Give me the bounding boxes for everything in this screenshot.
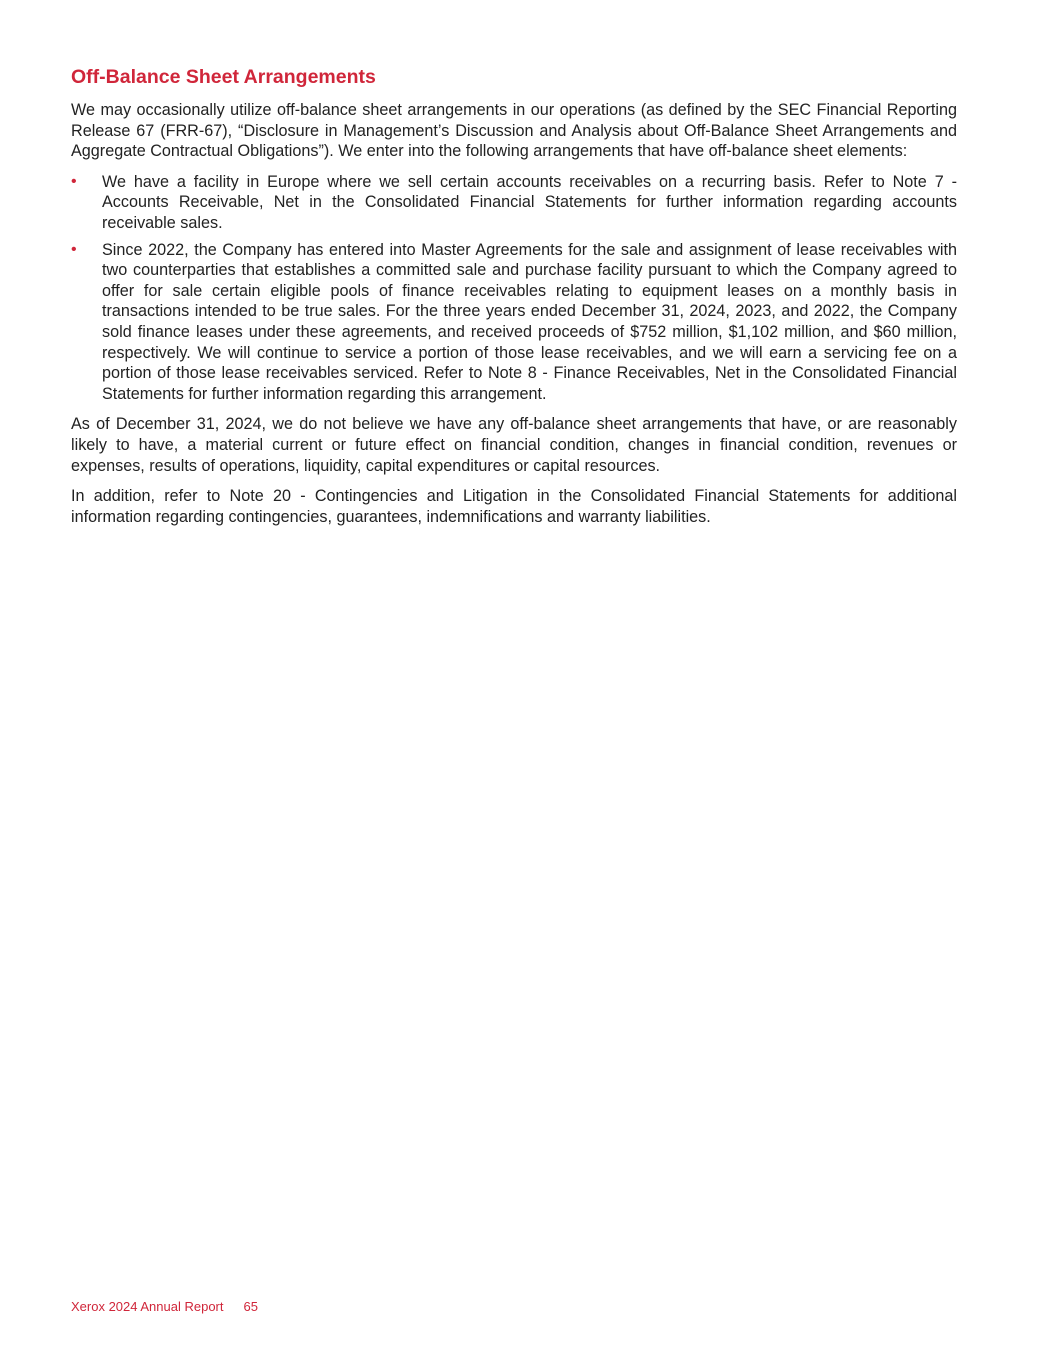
list-item [71, 240, 957, 405]
intro-paragraph: We may occasionally utilize off-balance sheet arrangements in our operations (as defined by the SEC Financial Reporting Release 67 (FRR-67), “Disclosure in Management’s Discussion and Analysis about Off-Balance Sheet Arrangements and Aggregate Contractual Obligations”). We enter into the following arrangements that have off-balance sheet elements: [71, 101, 957, 161]
bullet-icon: • [71, 172, 77, 190]
footer-report-name: Xerox 2024 Annual Report [71, 1299, 224, 1314]
page-number: 65 [243, 1299, 258, 1314]
bullet-list [71, 172, 957, 405]
list-item-text: Since 2022, the Company has entered into Master Agreements for the sale and assignment of lease receivables with two counterparties that establishes a committed sale and purchase facility pursuant to which the Company agreed to offer for sale certain eligible pools of finance receivables relating to equipment leases on a monthly basis in transactions intended to be true sales. For the three years ended December 31, 2024, 2023, and 2022, the Company sold finance leases under these agreements, and received proceeds of $752 million, $1,102 million, and $60 million, respectively. We will continue to service a portion of those lease receivables, and we will earn a servicing fee on a portion of those lease receivables serviced. Refer to Note 8 - Finance Receivables, Net in the Consolidated Financial Statements for further information regarding this arrangement. [102, 240, 957, 403]
section-title: Off-Balance Sheet Arrangements [71, 66, 376, 88]
paragraph-no-arrangements: As of December 31, 2024, we do not believe we have any off-balance sheet arrangements that have, or are reasonably likely to have, a material current or future effect on financial condition, changes in financial condition, revenues or expenses, results of operations, liquidity, capital expenditures or capital resources. [71, 415, 957, 475]
list-item-text: We have a facility in Europe where we sell certain accounts receivables on a recurring basis. Refer to Note 7 - Accounts Receivable, Net in the Consolidated Financial Statements for further information regarding accounts receivable sales. [102, 172, 957, 232]
paragraph-contingencies-reference: In addition, refer to Note 20 - Contingencies and Litigation in the Consolidated Financial Statements for additional information regarding contingencies, guarantees, indemnifications and warranty liabilities. [71, 487, 957, 526]
list-item [71, 172, 957, 234]
bullet-icon: • [71, 240, 77, 258]
document-body [71, 64, 957, 537]
page-footer [71, 1299, 258, 1314]
